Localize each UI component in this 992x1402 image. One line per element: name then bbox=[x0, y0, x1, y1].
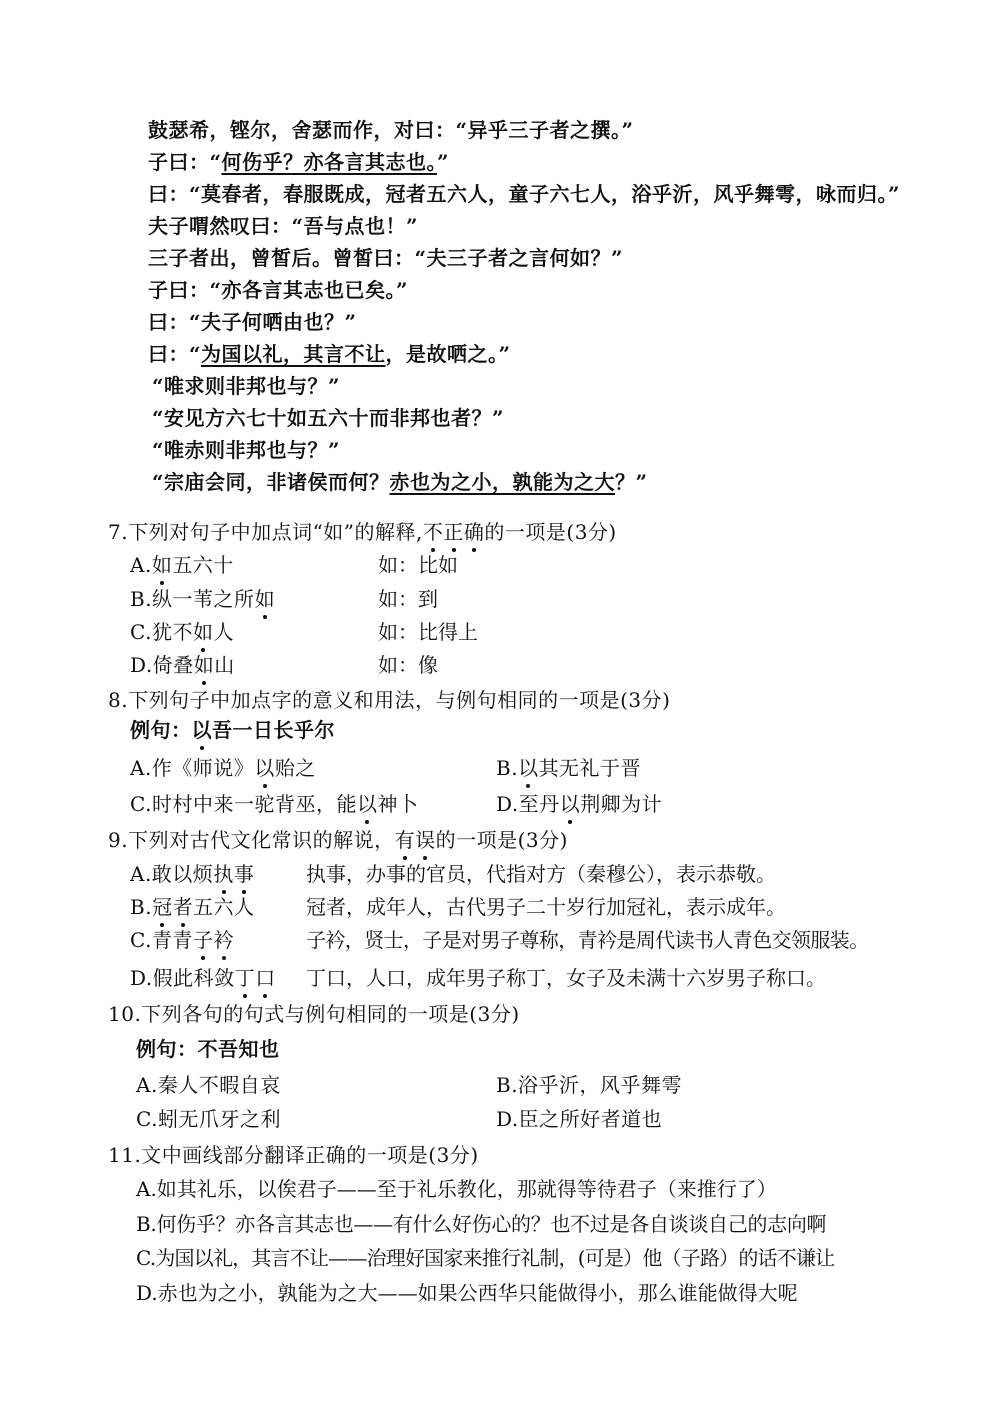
passage-line-10: “安见方六七十如五六十而非邦也者？” bbox=[152, 406, 505, 430]
passage-line-8 bbox=[148, 340, 511, 368]
q7-option-d bbox=[130, 651, 235, 679]
passage-line-1: 鼓瑟希，铿尔，舍瑟而作，对曰：“异乎三子者之撰。” bbox=[148, 118, 634, 142]
emphasis-dot-char: 事 bbox=[233, 862, 255, 886]
q9-stem bbox=[108, 826, 568, 854]
q10-stem: 10.下列各句的句式与例句相同的一项是(3分) bbox=[108, 1002, 520, 1026]
option-text: 山 bbox=[214, 653, 235, 677]
emphasis-dot-char: 如 bbox=[151, 553, 173, 577]
q8-option-b bbox=[496, 754, 641, 782]
emphasis-dot-char: 者 bbox=[172, 895, 194, 919]
option-text: 人 bbox=[213, 620, 234, 644]
option-text: D.倚叠 bbox=[130, 653, 194, 677]
option-text: 五六人 bbox=[193, 895, 255, 919]
underlined-phrase: 何伤乎？亦各言其志也。 bbox=[221, 150, 438, 174]
option-text: B.纵一苇之所 bbox=[130, 587, 255, 611]
emphasis-dot-char: 丁 bbox=[234, 966, 256, 990]
q9-option-b bbox=[130, 893, 255, 921]
q7-option-b bbox=[130, 585, 275, 613]
passage-text: ？” bbox=[615, 470, 648, 494]
emphasis-dot-char: 有 bbox=[394, 828, 416, 852]
emphasis-dot-char: 误 bbox=[415, 828, 436, 852]
option-text: 五六十 bbox=[172, 553, 234, 577]
q8-option-d bbox=[496, 790, 662, 818]
q11-option-a: A.如其礼乐，以俟君子——至于礼乐教化，那就得等待君子（来推行了） bbox=[136, 1177, 777, 1201]
option-text: D.至丹 bbox=[496, 792, 560, 816]
emphasis-dot-char: 以 bbox=[518, 756, 539, 780]
q7-option-c-explain: 如：比得上 bbox=[378, 620, 478, 644]
option-text: 荆卿为计 bbox=[580, 792, 663, 816]
passage-line-5: 三子者出，曾皙后。曾皙曰：“夫三子者之言何如？” bbox=[148, 246, 624, 270]
q9-option-d bbox=[130, 964, 276, 992]
emphasis-dot-char: 如 bbox=[192, 620, 214, 644]
emphasis-dot-char: 执 bbox=[213, 862, 234, 886]
q9-option-c-explain: 子衿，贤士，子是对男子尊称，青衿是周代读书人青色交领服装。 bbox=[306, 928, 869, 952]
q9-stem-text: 9.下列对古代文化常识的解说， bbox=[108, 828, 395, 852]
q8-option-a bbox=[130, 754, 316, 782]
passage-text: ，是故哂之。” bbox=[385, 342, 511, 366]
option-text: C.犹不 bbox=[130, 620, 193, 644]
q7-option-c bbox=[130, 618, 234, 646]
q8-option-c bbox=[130, 790, 418, 818]
emphasis-dot-char: 以 bbox=[254, 756, 275, 780]
q7-stem-text: 7.下列对句子中加点词“如”的解释, bbox=[108, 520, 423, 544]
emphasis-dot-char: 以 bbox=[356, 792, 378, 816]
passage-text: 曰：“ bbox=[148, 342, 202, 366]
passage-line-3: 曰：“莫春者，春服既成，冠者五六人，童子六七人，浴乎沂，风乎舞雩，咏而归。” bbox=[148, 182, 901, 206]
option-text: C.时村中来一驼背巫，能 bbox=[130, 792, 357, 816]
q9-option-a-explain: 执事，办事的官员，代指对方（秦穆公），表示恭敬。 bbox=[306, 862, 776, 886]
passage-line-4: 夫子喟然叹曰：“吾与点也！” bbox=[148, 214, 419, 238]
emphasis-dot-char: 冠 bbox=[152, 895, 173, 919]
q7-option-a bbox=[130, 551, 234, 579]
emphasis-dot-char: 如 bbox=[254, 587, 276, 611]
q10-option-c: C.蚓无爪牙之利 bbox=[136, 1107, 281, 1131]
option-text: 其无礼于晋 bbox=[538, 756, 642, 780]
q11-option-b: B.何伤乎？亦各言其志也——有什么好伤心的？也不过是各自谈谈自己的志向啊 bbox=[136, 1212, 827, 1236]
option-text: C.青青 bbox=[130, 928, 193, 952]
option-text: A. bbox=[130, 553, 152, 577]
passage-line-6: 子曰：“亦各言其志也已矣。” bbox=[148, 278, 409, 302]
q8-stem: 8.下列句子中加点字的意义和用法，与例句相同的一项是(3分) bbox=[108, 688, 671, 712]
q7-option-a-explain: 如：比如 bbox=[378, 553, 458, 577]
passage-text: “宗庙会同，非诸侯而何？ bbox=[152, 470, 390, 494]
example-label: 例句： bbox=[130, 718, 192, 742]
passage-line-12 bbox=[152, 468, 648, 496]
emphasis-dot-char: 不 bbox=[422, 520, 444, 544]
passage-text: 子曰：“ bbox=[148, 150, 222, 174]
emphasis-dot-char: 以 bbox=[191, 718, 212, 742]
passage-line-9: “唯求则非邦也与？” bbox=[152, 374, 341, 398]
underlined-phrase: 赤也为之小，孰能为之大 bbox=[389, 470, 616, 494]
q10-option-a: A.秦人不暇自哀 bbox=[136, 1073, 281, 1097]
emphasis-dot-char: 子 bbox=[192, 928, 214, 952]
passage-line-11: “唯赤则非邦也与？” bbox=[152, 438, 341, 462]
option-text: B. bbox=[496, 756, 519, 780]
q7-option-b-explain: 如：到 bbox=[378, 587, 438, 611]
q11-stem: 11.文中画线部分翻译正确的一项是(3分) bbox=[108, 1143, 479, 1167]
passage-line-2 bbox=[148, 148, 449, 176]
option-text: 贻之 bbox=[274, 756, 316, 780]
q9-stem-text: 的一项是(3分) bbox=[435, 828, 568, 852]
option-text: B. bbox=[130, 895, 153, 919]
q9-option-d-explain: 丁口，人口，成年男子称丁，女子及未满十六岁男子称口。 bbox=[306, 966, 826, 990]
q9-option-c bbox=[130, 926, 234, 954]
passage-text: ” bbox=[437, 150, 450, 174]
q7-stem-text: 的一项是(3分) bbox=[484, 520, 617, 544]
q9-option-a bbox=[130, 860, 254, 888]
emphasis-dot-char: 正 bbox=[443, 520, 464, 544]
option-text: 神卜 bbox=[377, 792, 419, 816]
option-text: A.作《师说》 bbox=[130, 756, 255, 780]
q9-option-b-explain: 冠者，成年人，古代男子二十岁行加冠礼，表示成年。 bbox=[306, 895, 786, 919]
emphasis-dot-char: 以 bbox=[559, 792, 581, 816]
option-text: A.敢以烦 bbox=[130, 862, 214, 886]
q10-example: 例句：不吾知也 bbox=[136, 1037, 280, 1061]
passage-line-7: 曰：“夫子何哂由也？” bbox=[148, 310, 357, 334]
q10-option-b: B.浴乎沂，风乎舞雩 bbox=[496, 1073, 683, 1097]
underlined-phrase: 为国以礼，其言不让 bbox=[201, 342, 386, 366]
emphasis-dot-char: 口 bbox=[255, 966, 276, 990]
q7-option-d-explain: 如：像 bbox=[378, 653, 438, 677]
emphasis-dot-char: 确 bbox=[463, 520, 485, 544]
emphasis-dot-char: 如 bbox=[193, 653, 215, 677]
q8-example bbox=[130, 716, 335, 744]
emphasis-dot-char: 衿 bbox=[213, 928, 234, 952]
option-text: D.假此科敛 bbox=[130, 966, 235, 990]
q7-stem bbox=[108, 518, 617, 546]
q11-option-c: C.为国以礼，其言不让——治理好国家来推行礼制，(可是）他（子路）的话不谦让 bbox=[136, 1246, 835, 1270]
example-text: 吾一日长乎尔 bbox=[212, 718, 335, 742]
q11-option-d: D.赤也为之小，孰能为之大——如果公西华只能做得小，那么谁能做得大呢 bbox=[136, 1281, 798, 1305]
q10-option-d: D.臣之所好者道也 bbox=[496, 1107, 663, 1131]
